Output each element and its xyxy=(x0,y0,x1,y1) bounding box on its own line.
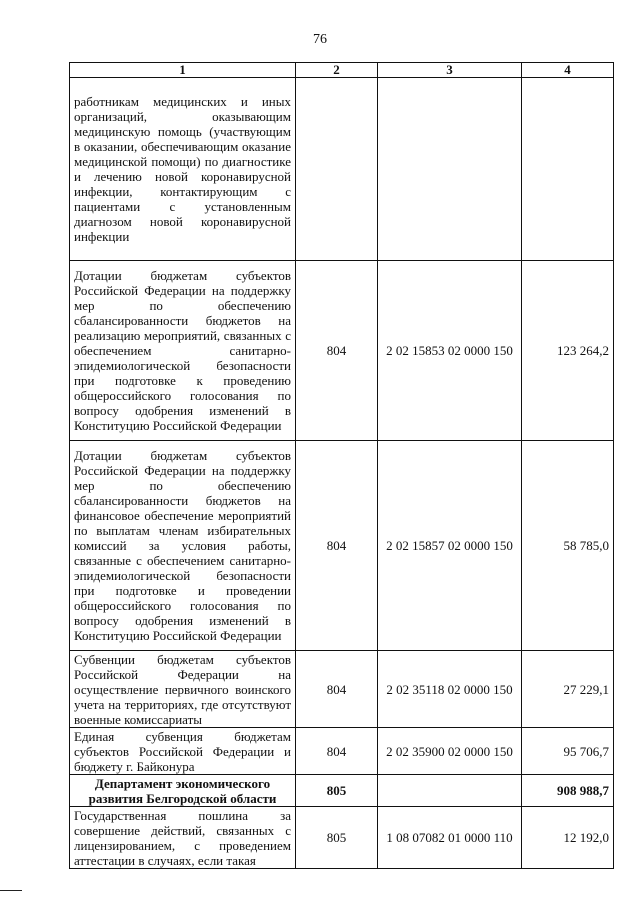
row-amount: 27 229,1 xyxy=(522,651,614,728)
row-description: Государственная пошлина за совершение действий, связанных с лицензированием, с проведением аттестации в случаях, если такая xyxy=(70,807,296,869)
table-row xyxy=(70,441,614,651)
row-description: Дотации бюджетам субъектов Российской Федерации на поддержку мер по обеспечению сбалансированности бюджетов на финансовое обеспечение мероприятий по выплатам членам избирательных комиссий за условия работы, связанные с обеспечением санитарно-эпидемиологической безопасности при подготовке и проведении общероссийского голосования по вопросу одобрения изменений в Конституцию Российской Федерации xyxy=(70,441,296,651)
header-row xyxy=(70,63,614,78)
row-revenue-code: 1 08 07082 01 0000 110 xyxy=(378,807,522,869)
row-amount: 58 785,0 xyxy=(522,441,614,651)
page-number: 76 xyxy=(313,32,327,47)
row-amount: 123 264,2 xyxy=(522,261,614,441)
row-revenue-code xyxy=(378,78,522,261)
row-admin-code: 804 xyxy=(296,728,378,775)
row-revenue-code: 2 02 35900 02 0000 150 xyxy=(378,728,522,775)
department-row xyxy=(70,775,614,807)
department-revenue-code xyxy=(378,775,522,807)
row-amount: 95 706,7 xyxy=(522,728,614,775)
table-row xyxy=(70,651,614,728)
row-description: Единая субвенция бюджетам субъектов Российской Федерации и бюджету г. Байконура xyxy=(70,728,296,775)
row-description: Субвенции бюджетам субъектов Российской Федерации на осуществление первичного воинского учета на территориях, где отсутствуют военные комиссариаты xyxy=(70,651,296,728)
header-col-2: 2 xyxy=(296,63,378,78)
department-code: 805 xyxy=(296,775,378,807)
table-header xyxy=(70,63,614,78)
header-col-4: 4 xyxy=(522,63,614,78)
row-amount xyxy=(522,78,614,261)
department-total: 908 988,7 xyxy=(522,775,614,807)
table-body xyxy=(70,78,614,869)
table-row xyxy=(70,807,614,869)
department-name: Департамент экономического развития Белгородской области xyxy=(70,775,296,807)
row-description: работникам медицинских и иных организаций, оказывающим медицинскую помощь (участвующим в оказании, обеспечивающим оказание медицинской помощи) по диагностике и лечению новой коронавирусной инфекции, контактирующим с пациентами с установленным диагнозом новой коронавирусной инфекции xyxy=(70,78,296,261)
row-admin-code: 804 xyxy=(296,441,378,651)
row-admin-code: 804 xyxy=(296,651,378,728)
scan-artifact-mark xyxy=(0,890,22,891)
row-revenue-code: 2 02 15857 02 0000 150 xyxy=(378,441,522,651)
row-amount: 12 192,0 xyxy=(522,807,614,869)
row-revenue-code: 2 02 15853 02 0000 150 xyxy=(378,261,522,441)
row-revenue-code: 2 02 35118 02 0000 150 xyxy=(378,651,522,728)
table-row xyxy=(70,261,614,441)
row-admin-code: 805 xyxy=(296,807,378,869)
row-admin-code: 804 xyxy=(296,261,378,441)
budget-table xyxy=(69,62,614,869)
header-col-3: 3 xyxy=(378,63,522,78)
table-row xyxy=(70,78,614,261)
header-col-1: 1 xyxy=(70,63,296,78)
row-description: Дотации бюджетам субъектов Российской Федерации на поддержку мер по обеспечению сбалансированности бюджетов на реализацию мероприятий, связанных с обеспечением санитарно-эпидемиологической безопасности при подготовке к проведению общероссийского голосования по вопросу одобрения изменений в Конституцию Российской Федерации xyxy=(70,261,296,441)
table-row xyxy=(70,728,614,775)
row-admin-code xyxy=(296,78,378,261)
